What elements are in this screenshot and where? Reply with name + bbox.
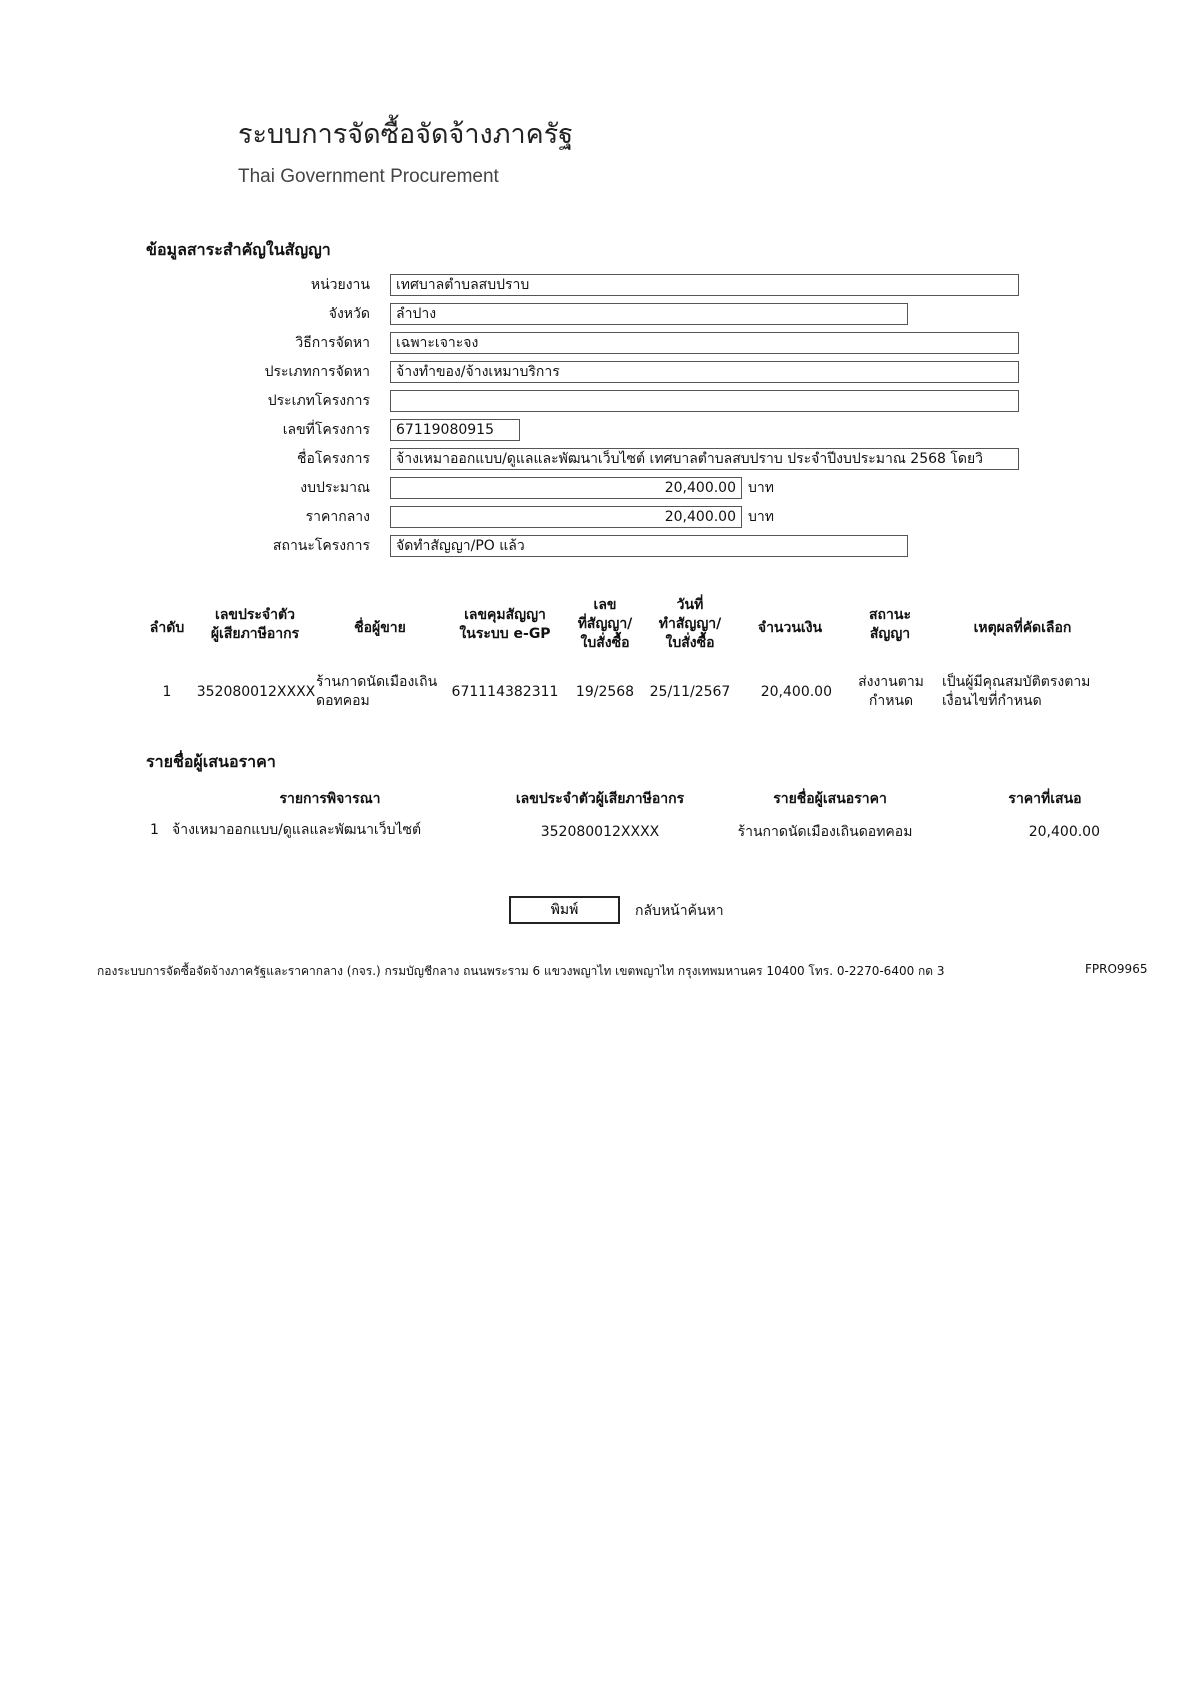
project-name-label: ชื่อโครงการ	[296, 451, 370, 467]
procurement-method-label: วิธีการจัดหา	[295, 335, 370, 351]
th-contract-number: เลข ที่สัญญา/ ใบสั่งซื้อ	[577, 597, 633, 651]
budget-unit: บาท	[748, 480, 774, 496]
agency-field: เทศบาลตำบลสบปราบ	[390, 274, 1019, 296]
th-tax-id: เลขประจำตัว ผู้เสียภาษีอากร	[210, 607, 300, 642]
back-to-search-link[interactable]: กลับหน้าค้นหา	[635, 903, 724, 919]
budget-field: 20,400.00	[390, 477, 742, 499]
bidder-row-order: 1	[150, 822, 159, 838]
procurement-type-label: ประเภทการจัดหา	[264, 364, 370, 380]
province-field: ลำปาง	[390, 303, 908, 325]
th-contract-status: สถานะ สัญญา	[869, 607, 911, 642]
page-title-english: Thai Government Procurement	[238, 166, 499, 187]
reference-price-unit: บาท	[748, 509, 774, 525]
th-amount: จำนวนเงิน	[757, 620, 823, 636]
th-bidder-name: รายชื่อผู้เสนอราคา	[773, 791, 887, 807]
th-selection-reason: เหตุผลที่คัดเลือก	[973, 620, 1072, 636]
reference-price-label: ราคากลาง	[305, 509, 370, 525]
th-contract-date: วันที่ ทำสัญญา/ ใบสั่งซื้อ	[658, 597, 722, 651]
agency-label: หน่วยงาน	[310, 277, 370, 293]
footer-address: กองระบบการจัดซื้อจัดจ้างภาครัฐและราคากลาง (กจร.) กรมบัญชีกลาง ถนนพระราม 6 แขวงพญาไท เขตพญาไท กรุงเทพมหานคร 10400 โทร. 0-2270-6400 กด 3	[97, 964, 945, 978]
th-order: ลำดับ	[149, 620, 185, 636]
budget-label: งบประมาณ	[300, 480, 370, 496]
page-title-thai: ระบบการจัดซื้อจัดจ้างภาครัฐ	[238, 119, 574, 150]
project-number-label: เลขที่โครงการ	[282, 422, 370, 438]
project-type-label: ประเภทโครงการ	[267, 393, 370, 409]
reference-price-field: 20,400.00	[390, 506, 742, 528]
project-status-field: จัดทำสัญญา/PO แล้ว	[390, 535, 908, 557]
th-bidder-tax-id: เลขประจำตัวผู้เสียภาษีอากร	[515, 791, 685, 807]
row-egp-number: 671114382311	[451, 684, 559, 700]
row-selection-reason: เป็นผู้มีคุณสมบัติตรงตาม เงื่อนไขที่กำหนด	[942, 674, 1091, 709]
row-vendor: ร้านกาดนัดเมืองเถิน ดอทคอม	[316, 674, 438, 709]
th-vendor: ชื่อผู้ขาย	[354, 620, 406, 636]
province-label: จังหวัด	[328, 306, 370, 322]
project-status-label: สถานะโครงการ	[272, 538, 370, 554]
procurement-type-field: จ้างทำของ/จ้างเหมาบริการ	[390, 361, 1019, 383]
row-contract-number: 19/2568	[575, 684, 635, 700]
row-contract-status: ส่งงานตาม กำหนด	[858, 674, 924, 709]
row-tax-id: 352080012XXXX	[196, 684, 316, 700]
project-number-field: 67119080915	[390, 419, 520, 441]
row-amount: 20,400.00	[760, 684, 832, 700]
bidder-row-name: ร้านกาดนัดเมืองเถินดอทคอม	[737, 824, 913, 840]
footer-page-code: FPRO9965	[1085, 962, 1148, 976]
procurement-method-field: เฉพาะเจาะจง	[390, 332, 1019, 354]
print-button[interactable]: พิมพ์	[509, 896, 620, 924]
th-egp-number: เลขคุมสัญญา ในระบบ e-GP	[459, 607, 551, 642]
bidder-row-price: 20,400.00	[1028, 824, 1100, 840]
th-item: รายการพิจารณา	[279, 791, 381, 807]
row-contract-date: 25/11/2567	[649, 684, 731, 700]
bidder-row-tax-id: 352080012XXXX	[540, 824, 660, 840]
bidder-row-item: จ้างเหมาออกแบบ/ดูแลและพัฒนาเว็บไซต์	[172, 822, 422, 838]
bidders-heading: รายชื่อผู้เสนอราคา	[146, 752, 276, 771]
th-offered-price: ราคาที่เสนอ	[1008, 791, 1082, 807]
contract-info-heading: ข้อมูลสาระสำคัญในสัญญา	[146, 240, 331, 259]
project-type-field	[390, 390, 1019, 412]
project-name-field: จ้างเหมาออกแบบ/ดูแลและพัฒนาเว็บไซต์ เทศบาลตำบลสบปราบ ประจำปีงบประมาณ 2568 โดยวิ	[390, 448, 1019, 470]
row-order: 1	[162, 684, 172, 700]
